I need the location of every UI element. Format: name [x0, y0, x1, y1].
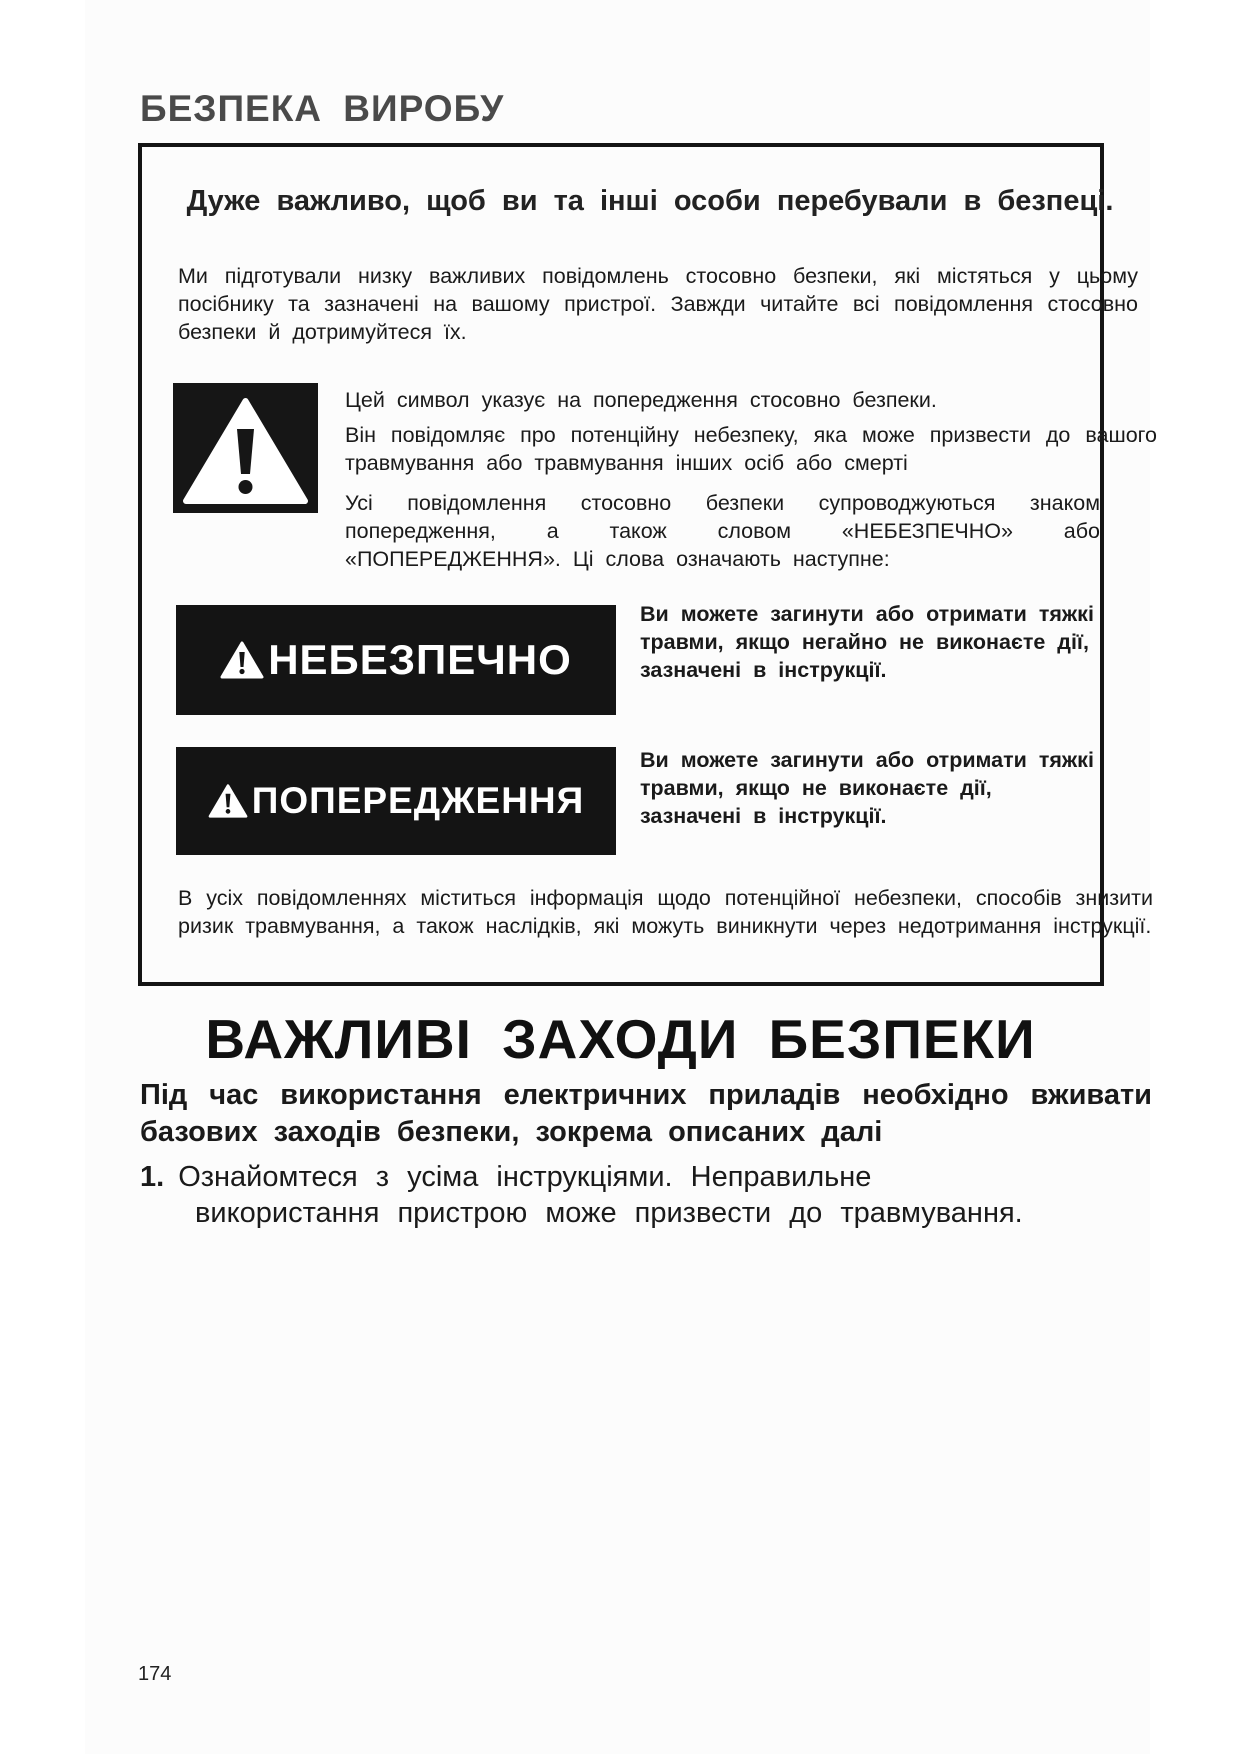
danger-signal-word: НЕБЕЗПЕЧНО	[268, 636, 572, 683]
warning-triangle-icon	[220, 640, 264, 680]
safety-intro-text: Ми підготували низку важливих повідомлень стосовно безпеки, які містяться у цьому посібнику та зазначені на вашому пристрої. Завжди читайте всі повідомлення стосовно безпеки й дотримуйтеся їх.	[178, 264, 1138, 344]
list-item-text-line2: використання пристрою може призвести до травмування.	[195, 1197, 1023, 1229]
warning-description: Ви можете загинути або отримати тяжкі травми, якщо не виконаєте дії, зазначені в інструкції.	[640, 748, 1094, 828]
warning-signal-banner	[176, 747, 616, 855]
page-number: 174	[138, 1663, 172, 1685]
symbol-text-line: Цей символ указує на попередження стосовно безпеки.	[345, 388, 937, 412]
list-item	[140, 1159, 1155, 1231]
symbol-text-line: Усі повідомлення стосовно безпеки супроводжуються знаком попередження, а також словом «НЕБЕЗПЕЧНО» або «ПОПЕРЕДЖЕННЯ». Ці слова означають наступне:	[345, 491, 1100, 571]
warning-triangle-icon	[173, 383, 318, 513]
safety-box-heading: Дуже важливо, щоб ви та інші особи перебували в безпеці.	[186, 185, 1114, 217]
symbol-text-line: Він повідомляє про потенційну небезпеку, яка може призвести до вашого травмування або травмування інших осіб або смерті	[345, 423, 1157, 475]
lead-text: Під час використання електричних приладів необхідно вживати базових заходів безпеки, зокрема описаних далі	[140, 1079, 1152, 1148]
list-item-number: 1.	[140, 1161, 165, 1193]
safety-outro-text: В усіх повідомленнях міститься інформація щодо потенційної небезпеки, способів знизити ризик травмування, а також наслідків, які можуть виникнути через недотримання інструкції.	[178, 886, 1153, 938]
section-title: БЕЗПЕКА ВИРОБУ	[140, 88, 505, 129]
danger-description: Ви можете загинути або отримати тяжкі травми, якщо негайно не виконаєте дії, зазначені в інструкції.	[640, 602, 1094, 682]
danger-signal-banner	[176, 605, 616, 715]
main-title: ВАЖЛИВІ ЗАХОДИ БЕЗПЕКИ	[205, 1008, 1036, 1070]
list-item-text-line1: Ознайомтеся з усіма інструкціями. Неправильне	[178, 1161, 872, 1193]
warning-triangle-icon	[208, 783, 248, 819]
warning-signal-word: ПОПЕРЕДЖЕННЯ	[251, 780, 585, 821]
